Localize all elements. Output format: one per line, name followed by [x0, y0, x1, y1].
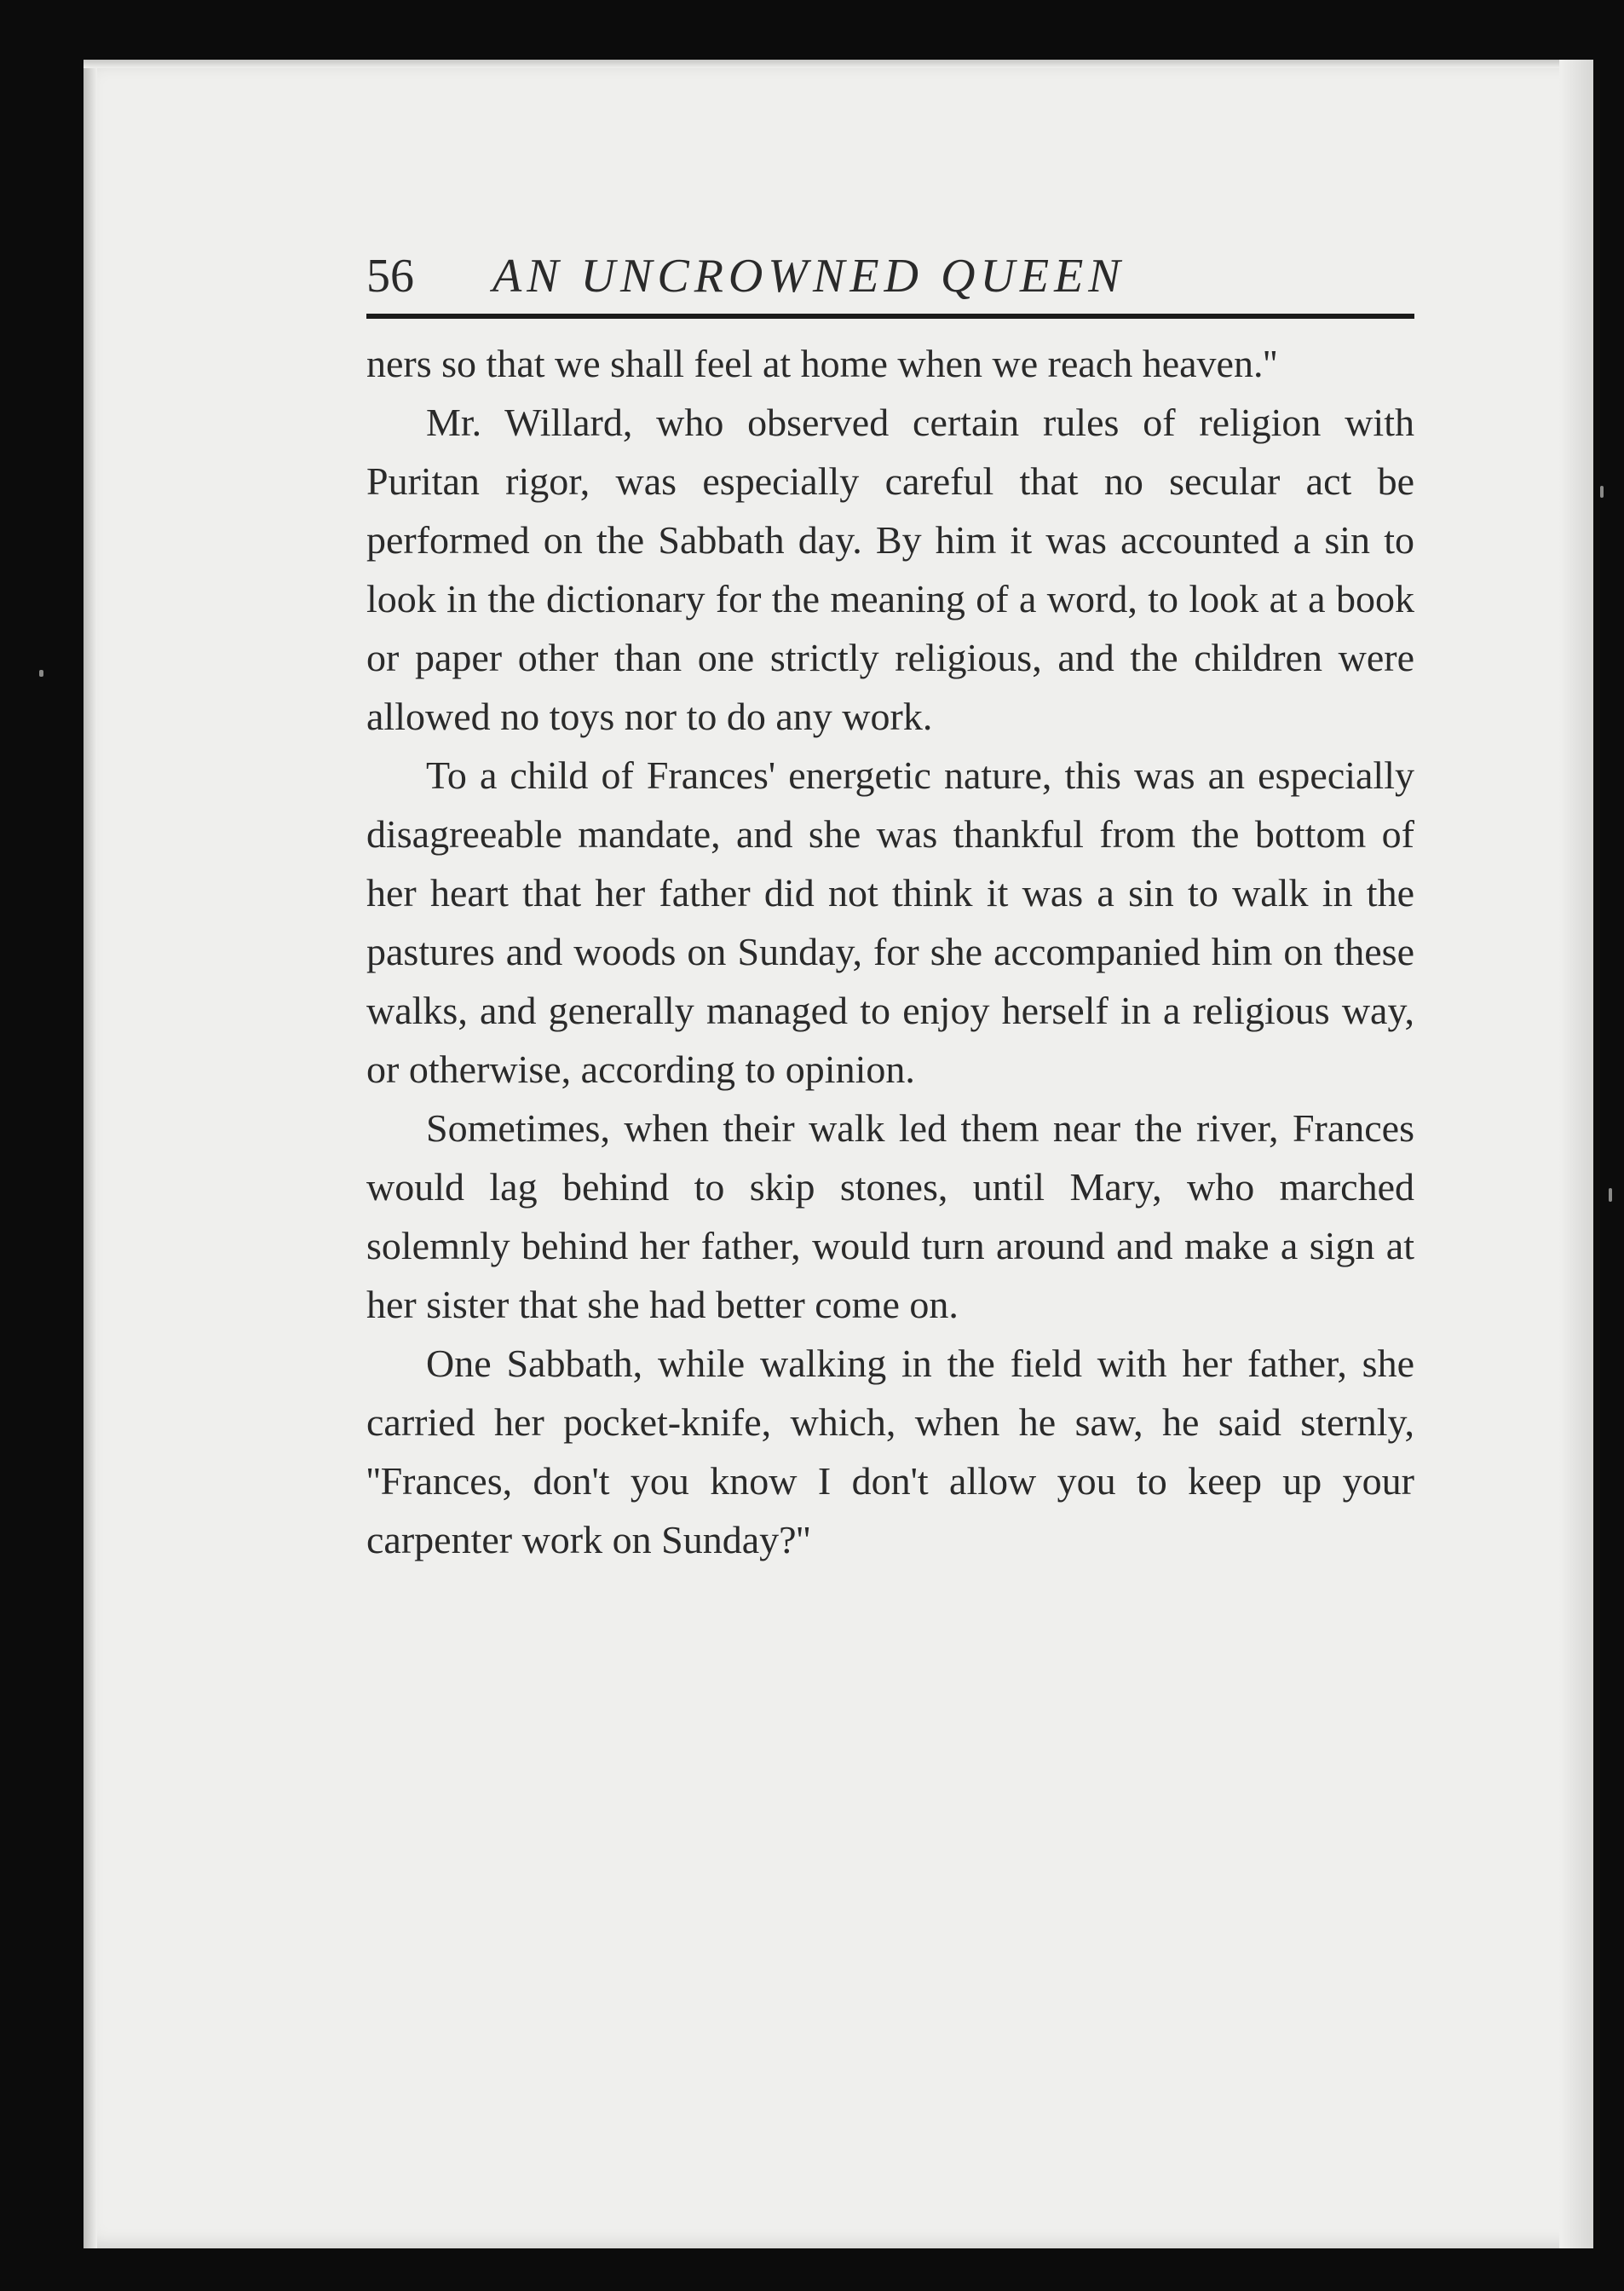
- paragraph: To a child of Frances' energetic nature, this was an especially disagreeable mandate, and she was thankful from the bottom of her heart that her father did not think it was a sin to walk in the pastures and woods on Sunday, for she accompanied him on these walks, and generally managed to enjoy herself in a religious way, or otherwise, according to opinion.: [366, 753, 1414, 1091]
- paragraph-continuation: ners so that we shall feel at home when we reach heaven.'': [366, 342, 1278, 385]
- body-text: [366, 334, 1414, 1569]
- paragraph: Mr. Willard, who observed certain rules of religion with Puritan rigor, was especially careful that no secular act be performed on the Sabbath day. By him it was accounted a sin to look in the dictionary for the meaning of a word, to look at a book or paper other than one strictly religious, and the children were allowed no toys nor to do any work.: [366, 401, 1414, 738]
- running-title: AN UNCROWNED QUEEN: [492, 250, 1126, 303]
- margin-speck: [39, 670, 43, 677]
- margin-speck: [1609, 1188, 1612, 1202]
- page-edge-shadow-left: [84, 60, 97, 2248]
- paragraph: One Sabbath, while walking in the field with her father, she carried her pocket-knife, which, when he saw, he said sternly, ''Frances, don't you know I don't allow you to keep up your carpenter work on Sunday?'': [366, 1342, 1414, 1561]
- page-edge-shadow-top: [84, 60, 1593, 68]
- page-edge-shadow-right: [1559, 60, 1593, 2248]
- margin-speck: [1600, 486, 1604, 498]
- page-number: 56: [366, 250, 414, 303]
- running-head: [366, 249, 1414, 319]
- text-block: [366, 249, 1414, 1569]
- paragraph: Sometimes, when their walk led them near the river, Frances would lag behind to skip stones, until Mary, who marched solemnly behind her father, would turn around and make a sign at her sister that she had better come on.: [366, 1106, 1414, 1326]
